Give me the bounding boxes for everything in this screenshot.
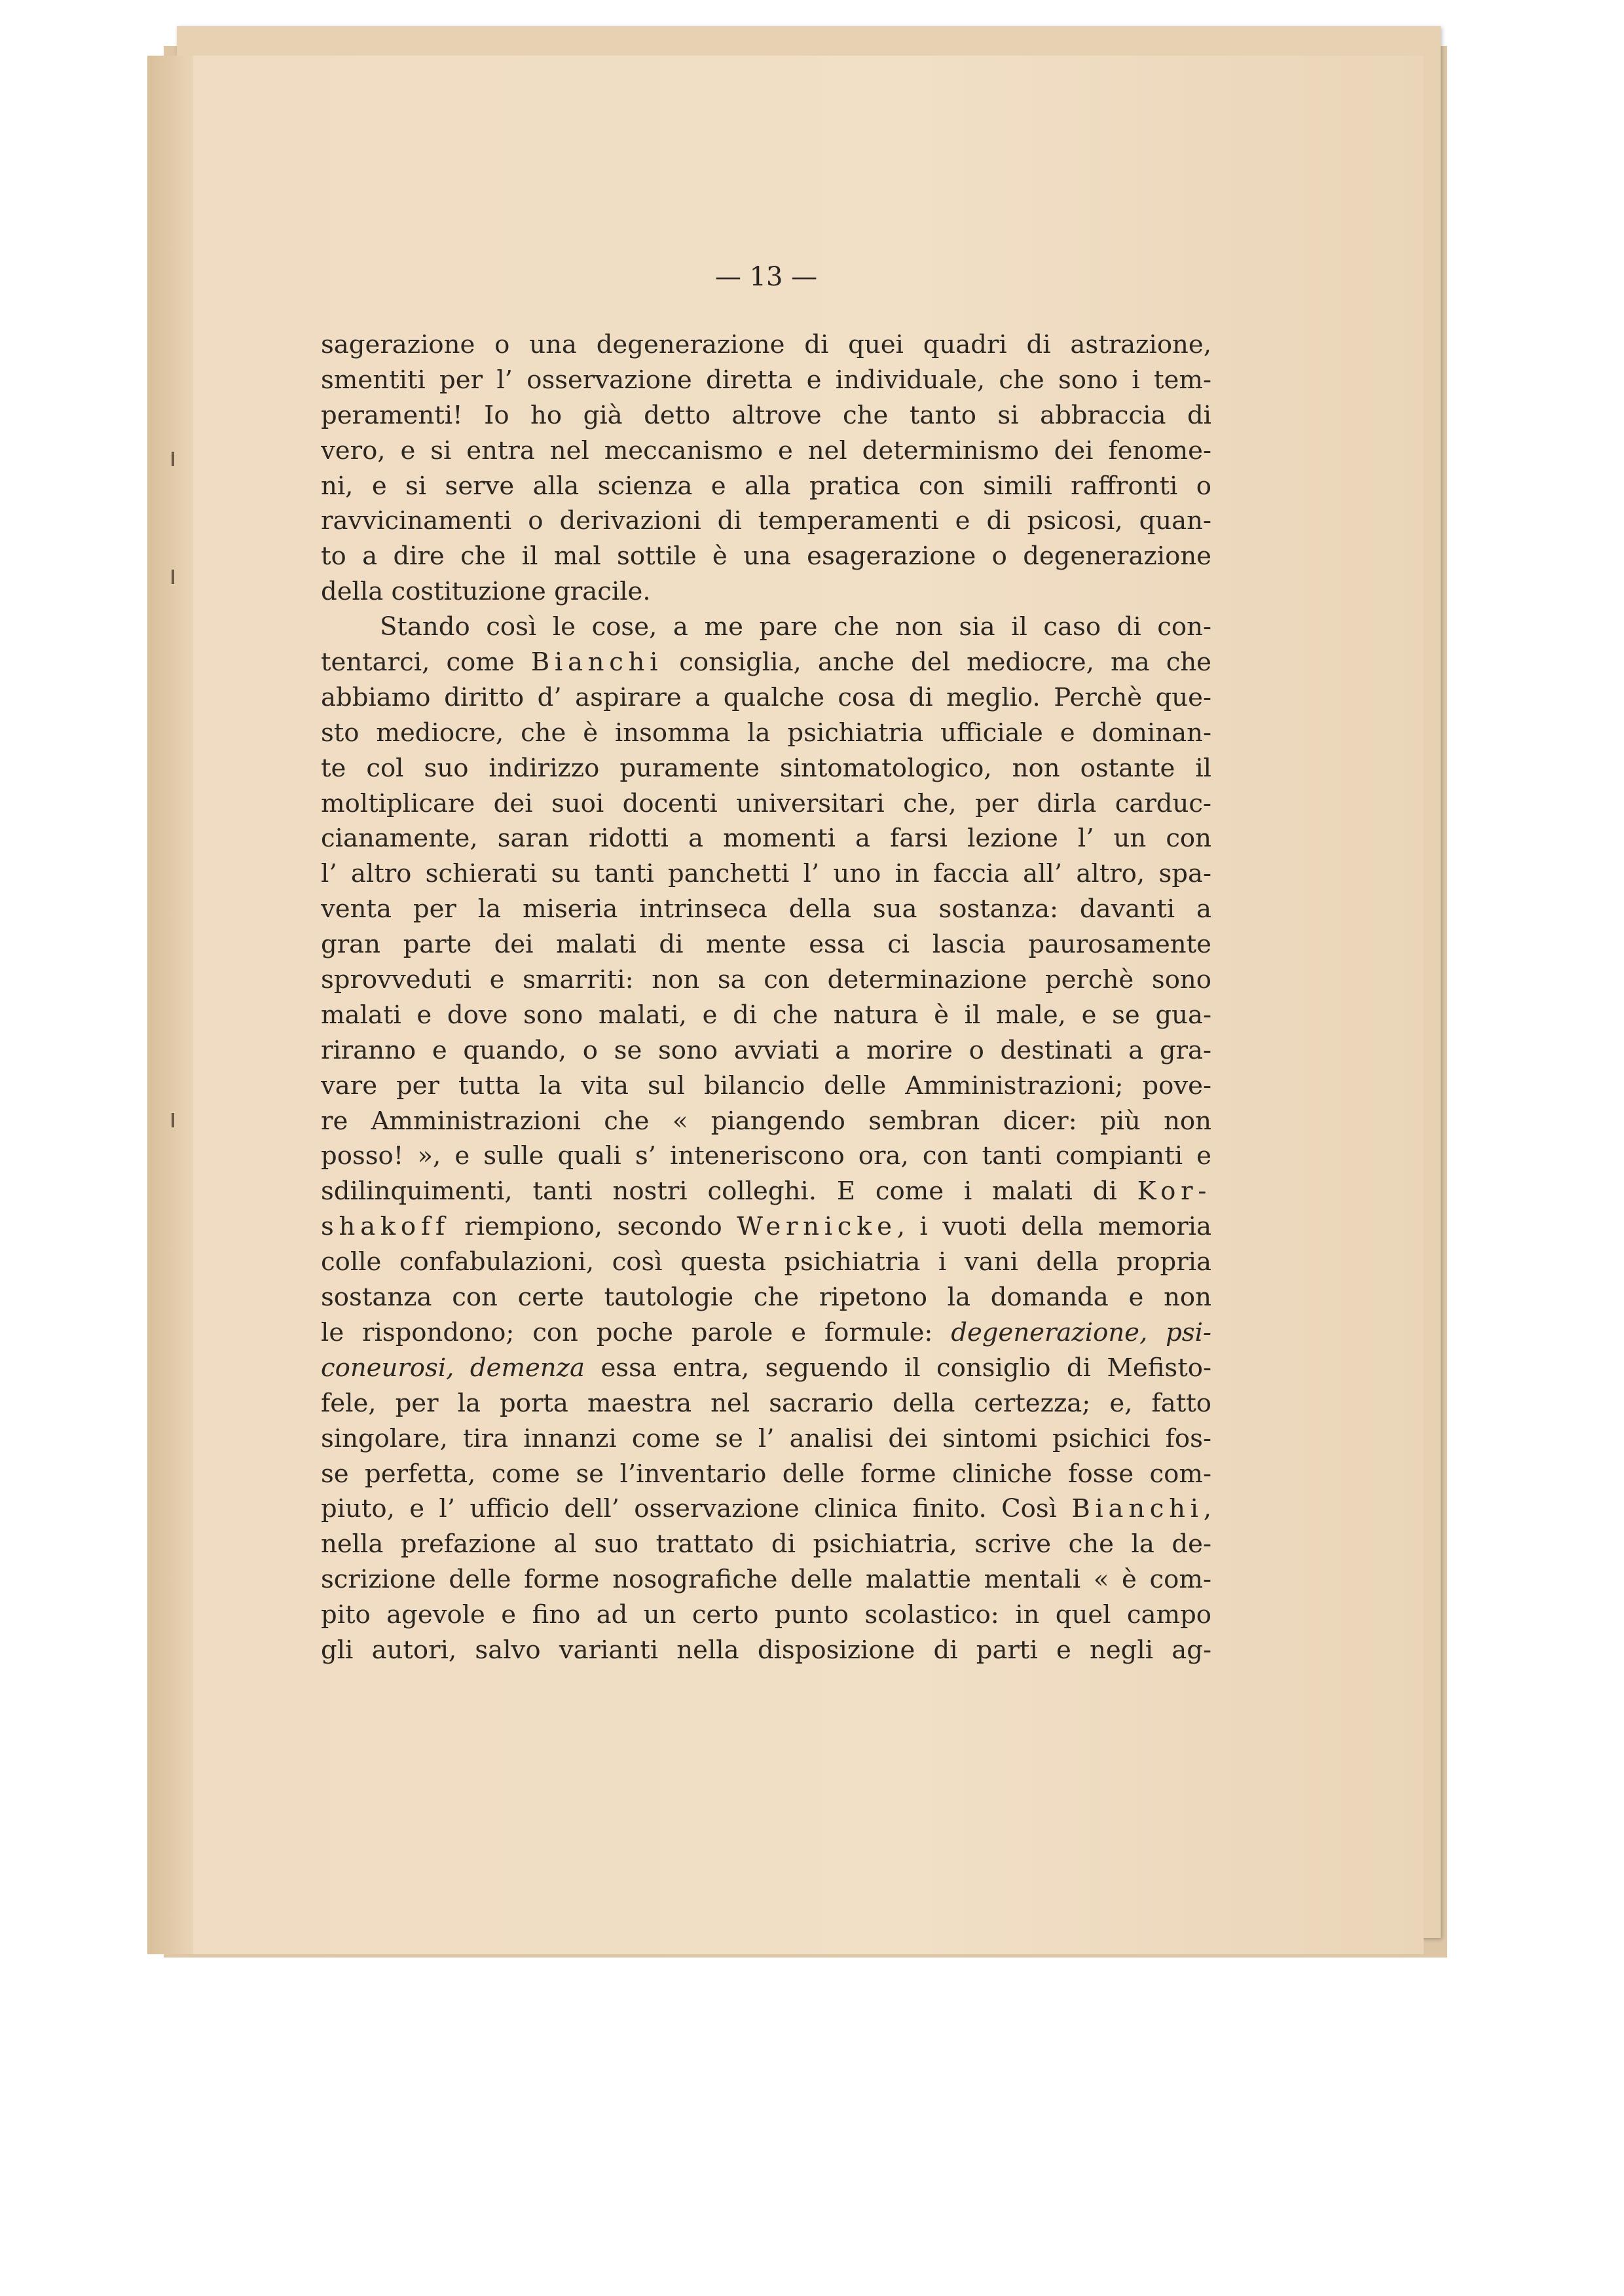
text-segment: ravvicinamenti o derivazioni di temperamenti e di psicosi, quan- bbox=[321, 506, 1211, 536]
text-segment: gran parte dei malati di mente essa ci lascia paurosamente bbox=[321, 930, 1211, 960]
text-segment: colle confabulazioni, così questa psichiatria i vani della propria bbox=[321, 1247, 1211, 1277]
text-line bbox=[321, 1174, 1211, 1209]
text-segment: gli autori, salvo varianti nella disposizione di parti e negli ag- bbox=[321, 1635, 1211, 1665]
text-segment: fele, per la porta maestra nel sacrario della certezza; e, fatto bbox=[321, 1388, 1211, 1418]
text-line bbox=[321, 1386, 1211, 1421]
text-line bbox=[321, 786, 1211, 822]
text-segment: peramenti! Io ho già detto altrove che tanto si abbraccia di bbox=[321, 400, 1211, 430]
text-segment: sto mediocre, che è insomma la psichiatria ufficiale e dominan- bbox=[321, 718, 1211, 748]
text-line bbox=[321, 716, 1211, 751]
text-segment: , bbox=[1203, 1494, 1211, 1524]
text-line bbox=[321, 1421, 1211, 1457]
text-segment: posso! », e sulle quali s’ inteneriscono ora, con tanti compianti e bbox=[321, 1141, 1211, 1171]
text-line bbox=[321, 1597, 1211, 1633]
text-line bbox=[321, 1315, 1211, 1351]
text-segment: l’ altro schierati su tanti panchetti l’ uno in faccia all’ altro, spa- bbox=[321, 859, 1211, 889]
text-line bbox=[321, 1351, 1211, 1386]
text-segment: ni, e si serve alla scienza e alla pratica con simili raffronti o bbox=[321, 471, 1211, 501]
italic-term: coneurosi, demenza bbox=[321, 1353, 585, 1383]
text-line bbox=[321, 1104, 1211, 1139]
text-line bbox=[321, 1527, 1211, 1562]
text-line bbox=[321, 363, 1211, 398]
text-line bbox=[321, 469, 1211, 504]
text-line bbox=[321, 433, 1211, 469]
text-line bbox=[321, 1280, 1211, 1315]
text-line bbox=[321, 1245, 1211, 1280]
text-segment: sprovveduti e smarriti: non sa con determinazione perchè sono bbox=[321, 965, 1211, 995]
text-line bbox=[321, 1068, 1211, 1104]
text-segment: singolare, tira innanzi come se l’ analisi dei sintomi psichici fos- bbox=[321, 1423, 1211, 1453]
text-line bbox=[321, 962, 1211, 998]
body-text bbox=[321, 327, 1211, 1668]
text-segment: tentarci, come bbox=[321, 647, 531, 678]
text-segment: , i vuoti della memoria bbox=[896, 1212, 1211, 1242]
text-segment: smentiti per l’ osservazione diretta e individuale, che sono i tem- bbox=[321, 365, 1211, 395]
text-segment: venta per la miseria intrinseca della sua sostanza: davanti a bbox=[321, 894, 1211, 924]
text-segment: se perfetta, come se l’inventario delle forme cliniche fosse com- bbox=[321, 1459, 1211, 1489]
italic-term: degenerazione, psi- bbox=[951, 1317, 1211, 1347]
text-line bbox=[321, 892, 1211, 927]
page-spine bbox=[147, 56, 193, 1954]
text-segment: della costituzione gracile. bbox=[321, 577, 651, 607]
text-segment: sostanza con certe tautologie che ripetono la domanda e non bbox=[321, 1283, 1211, 1313]
text-line bbox=[321, 503, 1211, 539]
binding-stitch bbox=[172, 452, 174, 466]
text-segment: nella prefazione al suo trattato di psichiatria, scrive che la de- bbox=[321, 1529, 1211, 1559]
binding-stitch bbox=[172, 570, 174, 584]
text-line bbox=[321, 1033, 1211, 1068]
binding-stitch bbox=[172, 1113, 174, 1127]
author-name: Kor- bbox=[1137, 1176, 1211, 1207]
text-segment: te col suo indirizzo puramente sintomatologico, non ostante il bbox=[321, 753, 1211, 783]
text-segment: sdilinquimenti, tanti nostri colleghi. E come i malati di bbox=[321, 1176, 1137, 1207]
text-line bbox=[321, 1491, 1211, 1527]
text-line bbox=[321, 574, 1211, 610]
text-segment: vare per tutta la vita sul bilancio delle Amministrazioni; pove- bbox=[321, 1070, 1211, 1101]
text-segment: scrizione delle forme nosografiche delle malattie mentali « è com- bbox=[321, 1565, 1211, 1595]
text-line bbox=[321, 1633, 1211, 1668]
text-segment: sagerazione o una degenerazione di quei quadri di astrazione, bbox=[321, 330, 1211, 359]
text-line bbox=[321, 1139, 1211, 1174]
text-line bbox=[321, 821, 1211, 856]
text-segment: consiglia, anche del mediocre, ma che bbox=[663, 647, 1211, 678]
author-name: Bianchi bbox=[530, 647, 663, 678]
text-segment: re Amministrazioni che « piangendo sembran dicer: più non bbox=[321, 1106, 1211, 1136]
text-segment: riranno e quando, o se sono avviati a morire o destinati a gra- bbox=[321, 1035, 1211, 1065]
text-line bbox=[321, 1562, 1211, 1597]
author-name: shakoff bbox=[321, 1212, 450, 1242]
text-line bbox=[321, 645, 1211, 680]
text-segment: pito agevole e fino ad un certo punto scolastico: in quel campo bbox=[321, 1600, 1211, 1630]
text-line bbox=[321, 927, 1211, 962]
text-line bbox=[321, 856, 1211, 892]
text-segment: le rispondono; con poche parole e formule: bbox=[321, 1317, 951, 1347]
author-name: Bianchi bbox=[1071, 1494, 1204, 1524]
text-line bbox=[321, 539, 1211, 574]
text-line bbox=[321, 998, 1211, 1033]
text-segment: Stando così le cose, a me pare che non sia il caso di con- bbox=[380, 612, 1211, 642]
text-segment: riempiono, secondo bbox=[449, 1212, 737, 1242]
text-line bbox=[321, 751, 1211, 786]
text-segment: cianamente, saran ridotti a momenti a farsi lezione l’ un con bbox=[321, 824, 1211, 854]
text-line bbox=[321, 680, 1211, 716]
text-segment: malati e dove sono malati, e di che natura è il male, e se gua- bbox=[321, 1000, 1211, 1030]
author-name: Wernicke bbox=[737, 1212, 897, 1242]
text-line bbox=[321, 1457, 1211, 1492]
page-number: — 13 — bbox=[714, 262, 818, 292]
text-segment: essa entra, seguendo il consiglio di Mefisto- bbox=[584, 1353, 1211, 1383]
text-segment: vero, e si entra nel meccanismo e nel determinismo dei fenome- bbox=[321, 435, 1211, 465]
text-segment: piuto, e l’ ufficio dell’ osservazione clinica finito. Così bbox=[321, 1494, 1072, 1524]
text-segment: abbiamo diritto d’ aspirare a qualche cosa di meglio. Perchè que- bbox=[321, 682, 1211, 712]
text-line bbox=[321, 398, 1211, 433]
text-segment: to a dire che il mal sottile è una esagerazione o degenerazione bbox=[321, 541, 1211, 572]
text-segment: moltiplicare dei suoi docenti universitari che, per dirla carduc- bbox=[321, 788, 1211, 818]
text-line bbox=[321, 327, 1211, 363]
text-line bbox=[321, 1209, 1211, 1245]
text-line bbox=[321, 610, 1211, 645]
